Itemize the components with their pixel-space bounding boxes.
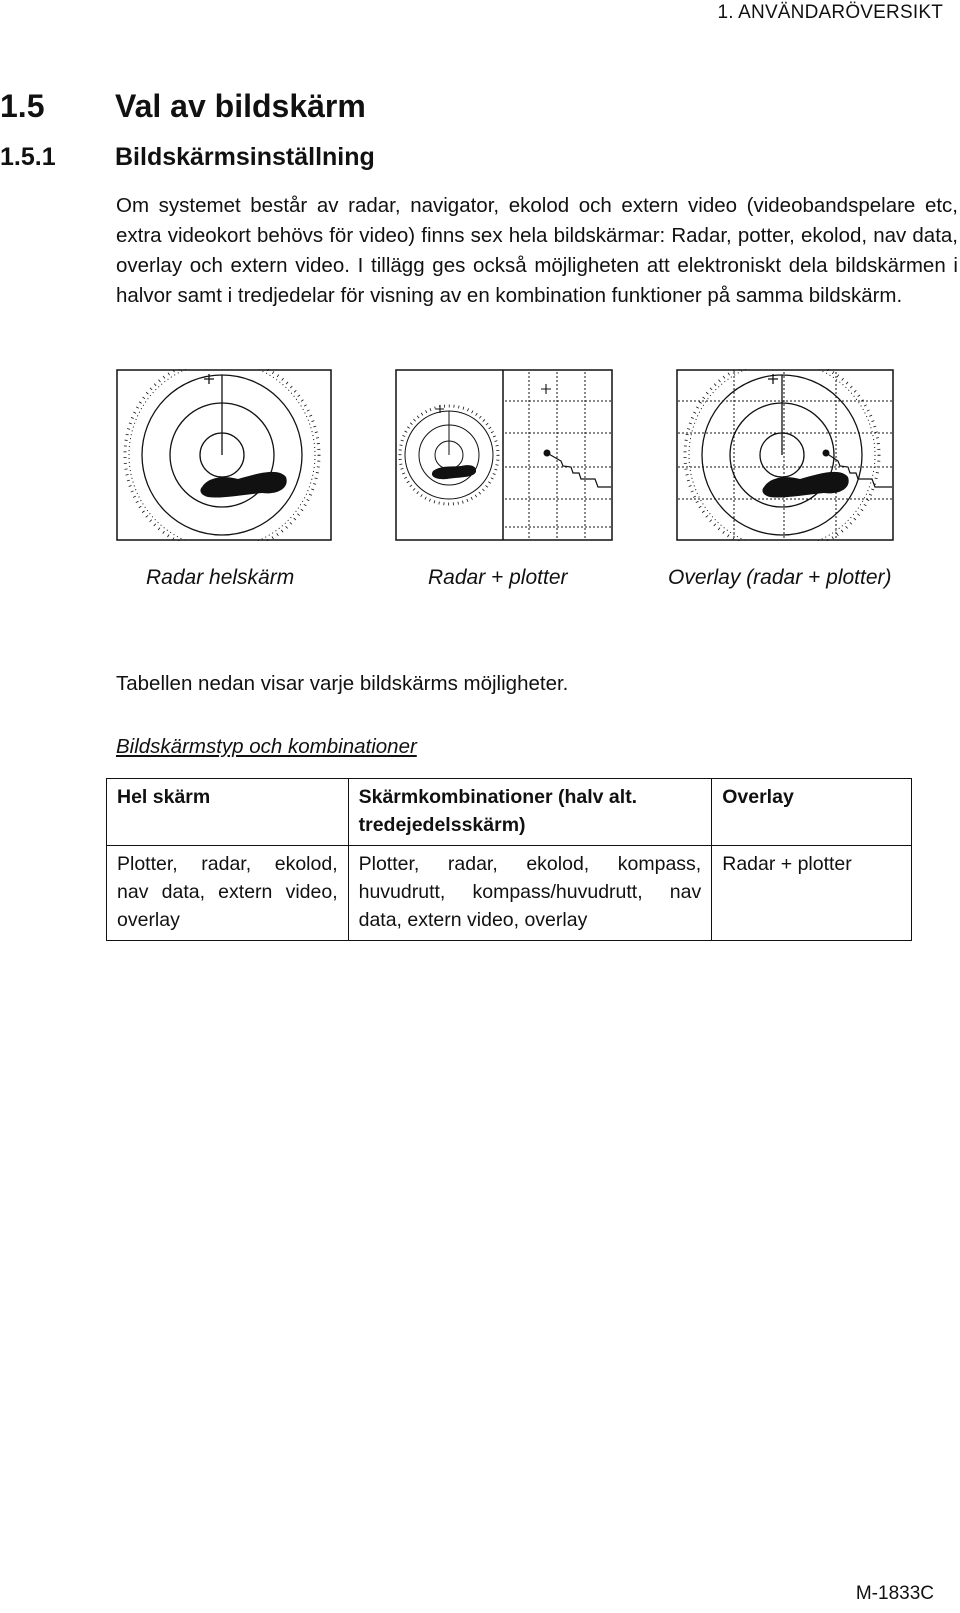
header-full-screen: Hel skärm xyxy=(107,779,349,846)
figure-caption-radar-plotter: Radar + plotter xyxy=(428,566,568,589)
cell-full-screen: Plotter, radar, ekolod, nav data, extern video, overlay xyxy=(107,846,349,941)
radar-plotter-illustration xyxy=(395,369,613,541)
cell-overlay: Radar + plotter xyxy=(712,846,912,941)
overlay-illustration xyxy=(676,369,894,541)
subsection-title-text: Bildskärmsinställning xyxy=(115,143,375,171)
section-title-text: Val av bildskärm xyxy=(115,88,366,124)
table-header-row xyxy=(107,779,912,846)
header-screen-combinations: Skärmkombinationer (halv alt. tredejedelsskärm) xyxy=(348,779,712,846)
header-overlay: Overlay xyxy=(712,779,912,846)
section-title xyxy=(0,88,366,125)
radar-fullscreen-illustration xyxy=(116,369,332,541)
figure-radar-plotter xyxy=(395,369,613,541)
section-number: 1.5 xyxy=(0,88,45,124)
table-intro: Tabellen nedan visar varje bildskärms möjligheter. xyxy=(116,672,569,695)
running-head: 1. ANVÄNDARÖVERSIKT xyxy=(717,2,943,23)
figure-caption-radar-fullscreen: Radar helskärm xyxy=(146,566,295,589)
subsection-number: 1.5.1 xyxy=(0,143,56,171)
table-row xyxy=(107,846,912,941)
cell-screen-combinations: Plotter, radar, ekolod, kompass, huvudrutt, kompass/huvudrutt, nav data, extern video, overlay xyxy=(348,846,712,941)
subsection-title xyxy=(0,143,375,172)
document-id: M-1833C xyxy=(855,1583,934,1604)
intro-paragraph: Om systemet består av radar, navigator, ekolod och extern video (videobandspelare etc, extra videokort behövs för video) finns sex hela bildskärmar: Radar, potter, ekolod, nav data, overlay och extern video. I tillägg ges också möjligheten att elektroniskt dela bildskärmen i halvor samt i tredjedelar för visning av en kombination funktioner på samma bildskärm. xyxy=(116,194,958,307)
figure-caption-overlay: Overlay (radar + plotter) xyxy=(668,566,892,589)
figure-radar-fullscreen xyxy=(116,369,332,541)
display-combination-table xyxy=(106,778,912,941)
figure-overlay xyxy=(676,369,894,541)
table-caption: Bildskärmstyp och kombinationer xyxy=(116,735,417,758)
